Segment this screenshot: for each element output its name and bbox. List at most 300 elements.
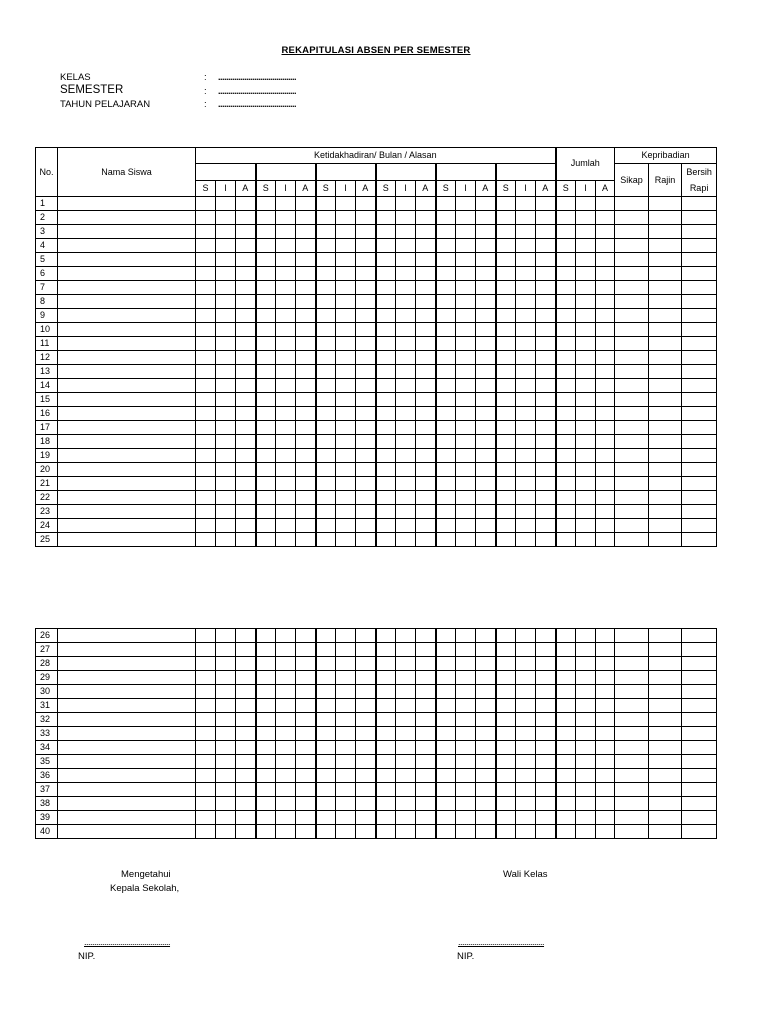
absence-cell [416, 741, 436, 755]
personality-cell [682, 435, 717, 449]
absence-cell [216, 323, 236, 337]
absence-cell [436, 309, 456, 323]
absence-cell [336, 267, 356, 281]
absence-cell [296, 421, 316, 435]
absence-cell [416, 239, 436, 253]
absence-cell [336, 505, 356, 519]
absence-cell [316, 197, 336, 211]
absence-cell [336, 671, 356, 685]
absence-cell [336, 379, 356, 393]
personality-cell [649, 519, 682, 533]
absence-cell [196, 811, 216, 825]
absence-cell [316, 783, 336, 797]
absence-cell [356, 671, 376, 685]
absence-cell [256, 533, 276, 547]
absence-cell [456, 463, 476, 477]
absence-cell [356, 811, 376, 825]
row-number: 4 [36, 239, 58, 253]
total-cell [576, 463, 596, 477]
absence-cell [536, 533, 556, 547]
absence-cell [516, 435, 536, 449]
row-number: 17 [36, 421, 58, 435]
total-cell [576, 281, 596, 295]
absence-cell [276, 253, 296, 267]
absence-cell [376, 783, 396, 797]
total-cell [576, 323, 596, 337]
total-cell [556, 741, 576, 755]
row-number: 31 [36, 699, 58, 713]
absence-cell [516, 407, 536, 421]
personality-cell [649, 699, 682, 713]
personality-cell [649, 643, 682, 657]
absence-cell [216, 211, 236, 225]
absence-cell [256, 211, 276, 225]
student-name-cell [58, 783, 196, 797]
absence-cell [336, 421, 356, 435]
absence-cell [476, 379, 496, 393]
absence-cell [536, 713, 556, 727]
personality-cell [682, 713, 717, 727]
absence-cell [496, 727, 516, 741]
total-cell [576, 533, 596, 547]
absence-cell [316, 295, 336, 309]
absence-cell [256, 351, 276, 365]
personality-cell [615, 197, 649, 211]
signature-left-nip: NIP. [78, 951, 96, 962]
absence-cell [456, 225, 476, 239]
personality-cell [682, 533, 717, 547]
absence-cell [476, 393, 496, 407]
absence-cell [536, 825, 556, 839]
absence-cell [196, 407, 216, 421]
absence-cell [216, 727, 236, 741]
absence-cell [536, 519, 556, 533]
signature-right-nip: NIP. [457, 951, 475, 962]
personality-cell [649, 657, 682, 671]
absence-cell [276, 239, 296, 253]
row-number: 3 [36, 225, 58, 239]
row-number: 19 [36, 449, 58, 463]
student-name-cell [58, 337, 196, 351]
absence-cell [216, 783, 236, 797]
absence-cell [416, 657, 436, 671]
absence-cell [296, 671, 316, 685]
month-column-header [496, 164, 556, 181]
absence-cell [216, 309, 236, 323]
personality-cell [649, 505, 682, 519]
absence-cell [396, 225, 416, 239]
absence-cell [516, 379, 536, 393]
absence-cell [296, 699, 316, 713]
total-cell [576, 449, 596, 463]
absence-cell [196, 477, 216, 491]
absence-cell [356, 699, 376, 713]
absence-cell [396, 783, 416, 797]
absence-cell [396, 421, 416, 435]
absence-cell [516, 811, 536, 825]
absence-cell [316, 755, 336, 769]
absence-cell [436, 421, 456, 435]
personality-cell [615, 407, 649, 421]
absence-cell [396, 699, 416, 713]
absence-cell [396, 519, 416, 533]
absence-cell [436, 657, 456, 671]
personality-cell [615, 435, 649, 449]
absence-cell [196, 239, 216, 253]
absence-cell [336, 741, 356, 755]
absence-cell [396, 491, 416, 505]
absence-cell [296, 783, 316, 797]
absence-cell [416, 477, 436, 491]
student-name-cell [58, 741, 196, 755]
absence-cell [336, 699, 356, 713]
absence-cell [316, 253, 336, 267]
total-cell [556, 769, 576, 783]
absence-cell [416, 407, 436, 421]
absence-cell [436, 477, 456, 491]
total-cell [576, 239, 596, 253]
code-header: I [216, 180, 236, 197]
absence-cell [356, 657, 376, 671]
absence-cell [496, 533, 516, 547]
absence-cell [536, 491, 556, 505]
absence-cell [216, 741, 236, 755]
absence-cell [416, 643, 436, 657]
student-name-cell [58, 671, 196, 685]
personality-cell [682, 783, 717, 797]
total-cell [576, 713, 596, 727]
absence-cell [436, 449, 456, 463]
absence-cell [296, 825, 316, 839]
absence-cell [396, 365, 416, 379]
absence-cell [436, 379, 456, 393]
student-name-cell [58, 699, 196, 713]
absence-cell [416, 351, 436, 365]
absence-cell [456, 281, 476, 295]
absence-cell [496, 519, 516, 533]
personality-cell [615, 379, 649, 393]
row-number: 5 [36, 253, 58, 267]
total-cell [576, 741, 596, 755]
absence-cell [296, 379, 316, 393]
personality-cell [682, 393, 717, 407]
absence-cell [416, 699, 436, 713]
absence-cell [296, 225, 316, 239]
absence-cell [436, 267, 456, 281]
row-number: 10 [36, 323, 58, 337]
absence-cell [356, 267, 376, 281]
absence-cell [496, 421, 516, 435]
total-cell [556, 755, 576, 769]
absence-cell [256, 323, 276, 337]
student-name-cell [58, 407, 196, 421]
total-code-header: S [556, 180, 576, 197]
absence-cell [516, 825, 536, 839]
absence-cell [256, 253, 276, 267]
absence-cell [336, 323, 356, 337]
total-cell [556, 671, 576, 685]
absence-cell [356, 505, 376, 519]
absence-cell [376, 407, 396, 421]
absence-cell [416, 253, 436, 267]
absence-cell [216, 435, 236, 449]
absence-cell [316, 727, 336, 741]
absence-cell [376, 685, 396, 699]
code-header: A [536, 180, 556, 197]
absence-cell [236, 365, 256, 379]
absence-cell [476, 741, 496, 755]
absence-cell [236, 225, 256, 239]
student-name-cell [58, 657, 196, 671]
absence-cell [516, 309, 536, 323]
absence-cell [516, 713, 536, 727]
table-row [36, 239, 717, 253]
absence-cell [476, 519, 496, 533]
absence-cell [256, 811, 276, 825]
absence-cell [416, 281, 436, 295]
absence-cell [316, 393, 336, 407]
absence-cell [436, 713, 456, 727]
total-cell [596, 323, 615, 337]
absence-cell [436, 225, 456, 239]
student-name-cell [58, 825, 196, 839]
absence-cell [196, 783, 216, 797]
absence-cell [276, 421, 296, 435]
absence-cell [236, 379, 256, 393]
personality-cell [649, 741, 682, 755]
total-cell [556, 727, 576, 741]
absence-cell [356, 253, 376, 267]
absence-cell [396, 239, 416, 253]
table-row [36, 449, 717, 463]
absence-cell [276, 477, 296, 491]
personality-cell [649, 811, 682, 825]
absence-cell [536, 393, 556, 407]
personality-cell [615, 797, 649, 811]
personality-cell [682, 365, 717, 379]
absence-cell [416, 435, 436, 449]
code-header: A [236, 180, 256, 197]
absence-cell [316, 421, 336, 435]
personality-cell [649, 309, 682, 323]
absence-cell [396, 295, 416, 309]
personality-cell [682, 629, 717, 643]
absence-cell [496, 239, 516, 253]
absence-cell [356, 239, 376, 253]
absence-cell [216, 365, 236, 379]
row-number: 37 [36, 783, 58, 797]
absence-cell [396, 463, 416, 477]
total-cell [596, 393, 615, 407]
absence-cell [296, 351, 316, 365]
absence-cell [236, 755, 256, 769]
absence-cell [316, 239, 336, 253]
absence-cell [316, 699, 336, 713]
absence-cell [256, 629, 276, 643]
table-row [36, 393, 717, 407]
table-row [36, 365, 717, 379]
row-number: 36 [36, 769, 58, 783]
total-cell [576, 365, 596, 379]
student-name-cell [58, 519, 196, 533]
absence-cell [196, 727, 216, 741]
signature-left-label1: Mengetahui [121, 869, 171, 880]
absence-cell [196, 825, 216, 839]
absence-cell [396, 309, 416, 323]
absence-cell [196, 435, 216, 449]
absence-cell [276, 281, 296, 295]
absence-cell [476, 643, 496, 657]
absence-cell [396, 281, 416, 295]
personality-cell [615, 505, 649, 519]
personality-cell [682, 323, 717, 337]
absence-cell [396, 253, 416, 267]
absence-cell [196, 769, 216, 783]
absence-cell [296, 657, 316, 671]
absence-cell [536, 379, 556, 393]
total-cell [576, 407, 596, 421]
absence-cell [336, 533, 356, 547]
table-row [36, 281, 717, 295]
personality-cell [615, 463, 649, 477]
absence-cell [236, 811, 256, 825]
row-number: 33 [36, 727, 58, 741]
absence-cell [436, 699, 456, 713]
absence-cell [216, 463, 236, 477]
total-cell [556, 211, 576, 225]
absence-cell [396, 825, 416, 839]
code-header: A [416, 180, 436, 197]
absence-cell [216, 351, 236, 365]
absence-cell [376, 477, 396, 491]
absence-cell [316, 643, 336, 657]
personality-cell [649, 239, 682, 253]
absence-cell [256, 755, 276, 769]
absence-cell [316, 337, 336, 351]
absence-cell [296, 253, 316, 267]
absence-cell [256, 407, 276, 421]
personality-cell [615, 491, 649, 505]
personality-cell [682, 699, 717, 713]
total-cell [556, 323, 576, 337]
absence-cell [416, 421, 436, 435]
absence-cell [296, 629, 316, 643]
personality-cell [682, 741, 717, 755]
row-number: 21 [36, 477, 58, 491]
absence-cell [536, 811, 556, 825]
absence-cell [376, 323, 396, 337]
absence-cell [476, 239, 496, 253]
absence-cell [356, 783, 376, 797]
personality-cell [649, 713, 682, 727]
absence-cell [496, 671, 516, 685]
absence-cell [336, 309, 356, 323]
total-cell [596, 337, 615, 351]
personality-cell [682, 295, 717, 309]
absence-cell [496, 449, 516, 463]
total-cell [596, 783, 615, 797]
student-name-cell [58, 253, 196, 267]
student-name-cell [58, 365, 196, 379]
absence-cell [376, 309, 396, 323]
absence-cell [476, 505, 496, 519]
absence-cell [376, 351, 396, 365]
absence-cell [316, 435, 336, 449]
absence-cell [296, 197, 316, 211]
absence-cell [396, 211, 416, 225]
absence-cell [436, 825, 456, 839]
total-cell [596, 519, 615, 533]
absence-cell [196, 449, 216, 463]
absence-cell [216, 253, 236, 267]
row-number: 8 [36, 295, 58, 309]
absence-cell [316, 449, 336, 463]
absence-cell [276, 393, 296, 407]
absence-cell [516, 281, 536, 295]
table-row [36, 519, 717, 533]
absence-cell [456, 629, 476, 643]
absence-cell [316, 351, 336, 365]
absence-cell [516, 783, 536, 797]
student-name-cell [58, 295, 196, 309]
row-number: 40 [36, 825, 58, 839]
personality-cell [649, 435, 682, 449]
header-kepribadian: Kepribadian [615, 148, 717, 164]
absence-cell [456, 727, 476, 741]
personality-cell [615, 225, 649, 239]
table-row [36, 211, 717, 225]
row-number: 22 [36, 491, 58, 505]
row-number: 30 [36, 685, 58, 699]
table-row [36, 629, 717, 643]
personality-cell [682, 407, 717, 421]
absence-cell [416, 685, 436, 699]
absence-cell [276, 309, 296, 323]
absence-cell [496, 379, 516, 393]
absence-cell [476, 211, 496, 225]
personality-cell [649, 295, 682, 309]
absence-cell [536, 281, 556, 295]
personality-cell [615, 323, 649, 337]
absence-cell [296, 463, 316, 477]
absence-cell [416, 519, 436, 533]
absence-cell [516, 491, 536, 505]
absence-cell [236, 351, 256, 365]
absence-cell [236, 337, 256, 351]
absence-cell [196, 393, 216, 407]
absence-cell [236, 783, 256, 797]
absence-cell [256, 379, 276, 393]
table-row [36, 309, 717, 323]
absence-cell [536, 197, 556, 211]
code-header: I [276, 180, 296, 197]
absence-cell [536, 629, 556, 643]
absence-cell [416, 197, 436, 211]
absence-cell [516, 727, 536, 741]
total-cell [596, 491, 615, 505]
absence-cell [296, 643, 316, 657]
total-cell [596, 477, 615, 491]
personality-cell [649, 379, 682, 393]
absence-cell [416, 769, 436, 783]
absence-cell [456, 797, 476, 811]
absence-cell [376, 671, 396, 685]
absence-cell [416, 727, 436, 741]
header-rajin: Rajin [649, 164, 682, 197]
absence-cell [396, 323, 416, 337]
absence-cell [536, 797, 556, 811]
absence-cell [436, 519, 456, 533]
